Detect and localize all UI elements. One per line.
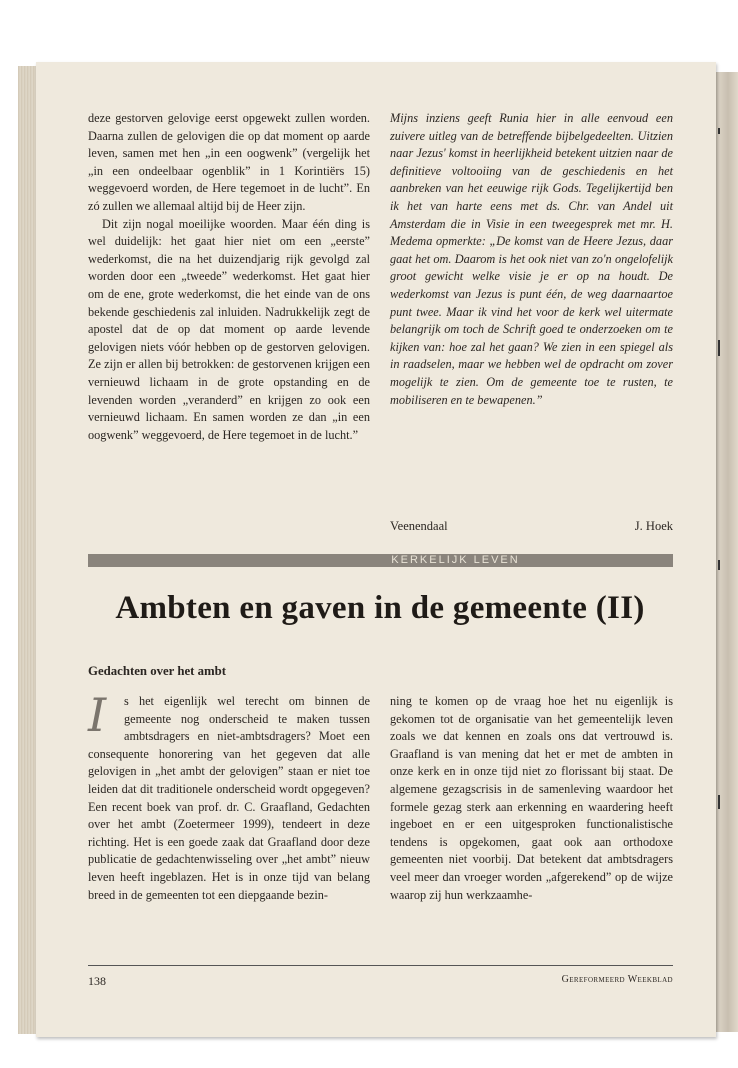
paragraph-text: s het eigenlijk wel terecht om binnen de gemeente nog onderscheid te maken tussen ambtsdragers en niet-ambtsdragers? Moet een consequente honorering van het gegeven dat alle gelovigen in „het ambt der gelovigen” staan er niet toe leiden dat dit traditionele onderscheid wordt opgegeven? Een recent boek van prof. dr. C. Graafland, Gedachten over het ambt (Zoetermeer 1999), tendeert in deze richting. Het is een goede zaak dat Graafland door deze publicatie de gedachtenwisseling over „het ambt” nieuw leven heeft ingeblazen. Het is in onze tijd van belang breed in de gemeenten tot een diepgaande bezin- [88,694,370,902]
footer-rule [88,965,673,966]
section-bar [88,554,673,567]
column-right-bottom [390,693,673,904]
paragraph: ning te komen op de vraag hoe het nu eigenlijk is gekomen tot de organisatie van het gemeentelijk leven zoals we dat kennen en zoals ons dat vertrouwd is. Graafland is van mening dat het er met de ambten in onze kerk en in onze tijd niet zo florissant bij staat. De algemene gezagscrisis in de samenleving waardoor het formele gezag sterk aan erkenning en waardering heeft ingeboet en er een uitgesproken functionalistische tendens is opgekomen, gaat ook aan orthodoxe gemeenten niet voorbij. Dat betekent dat ambtsdragers veel meer dan vroeger worden „afgerekend” op de wijze waarop zij hun werkzaamhe- [390,694,673,902]
section-label: KERKELIJK LEVEN [391,554,520,566]
column-left-top [88,110,370,444]
article-subheading: Gedachten over het ambt [88,664,227,678]
column-right-top [390,110,673,409]
edge-mark [718,795,720,809]
drop-cap: I [88,688,107,742]
signature-place: Veenendaal [390,519,448,533]
column-left-bottom [88,688,370,904]
running-title: Gereformeerd Weekblad [561,974,673,985]
page-number: 138 [88,974,106,988]
edge-mark [718,560,720,570]
edge-mark [718,128,720,134]
signature-line [390,519,673,534]
article-headline: Ambten en gaven in de gemeente (II) [115,590,645,626]
edge-mark [718,340,720,356]
paragraph [88,688,370,904]
paragraph: deze gestorven gelovige eerst opgewekt zullen worden. Daarna zullen de gelovigen die op dat moment op aarde leven, samen met hen „in een oogwenk” (vergelijk het „in een ondeelbaar ogenblik” in 1 Korintiërs 15) weggevoerd worden, de Here tegemoet in de lucht”. En zó zullen we allemaal altijd bij de Heer zijn. [88,111,370,213]
quote-paragraph: Mijns inziens geeft Runia hier in alle eenvoud een zuivere uitleg van de betreffende bijbelgedeelten. Uitzien naar Jezus' komst in heerlijkheid betekent uitzien naar de definitieve voltooiing van de geschiedenis en het aanbreken van het eeuwige rijk Gods. Tegelijkertijd ben ik het van harte eens met ds. Chr. van Andel uit Amsterdam die in Visie in een tweegesprek met mr. H. Medema opmerkte: „De komst van de Heere Jezus, daar gaat het om. Daarom is het ook niet van zo'n ongelofelijk groot gewicht welke visie je er op na houdt. De wederkomst van Jezus is punt één, de weg daarnaartoe punt twee. Maar ik vind het voor de kerk wel uitermate belangrijk om toch de Schrift goed te onderzoeken om te kijken van: hoe zal het gaan? We zien in een spiegel als in raadselen, maar we hebben wel de opdracht om zover mogelijk te zien. Om de gemeente toe te rusten, te mobiliseren en te bewapenen.” [390,111,673,407]
paragraph: Dit zijn nogal moeilijke woorden. Maar één ding is wel duidelijk: het gaat hier niet om een „eerste” wederkomst, die na het duizendjarig rijk gevolgd zal worden door een „tweede” wederkomst. Het gaat hier om de ene, grote wederkomst, die het einde van de ons bekende geschiedenis zal inluiden. Nadrukkelijk zegt de apostel dat de op dat moment op aarde levende gelovigen niets vóór hebben op de gestorven gelovigen. Ze zijn er allen bij betrokken: de gestorvenen krijgen een vernieuwd lichaam in de grote opstanding en de levenden worden „veranderd” en krijgen zo ook een vernieuwd lichaam. En samen worden ze dan „in een oogwenk” weggevoerd, de Here tegemoet in de lucht.” [88,216,370,442]
signature-author: J. Hoek [634,519,673,533]
